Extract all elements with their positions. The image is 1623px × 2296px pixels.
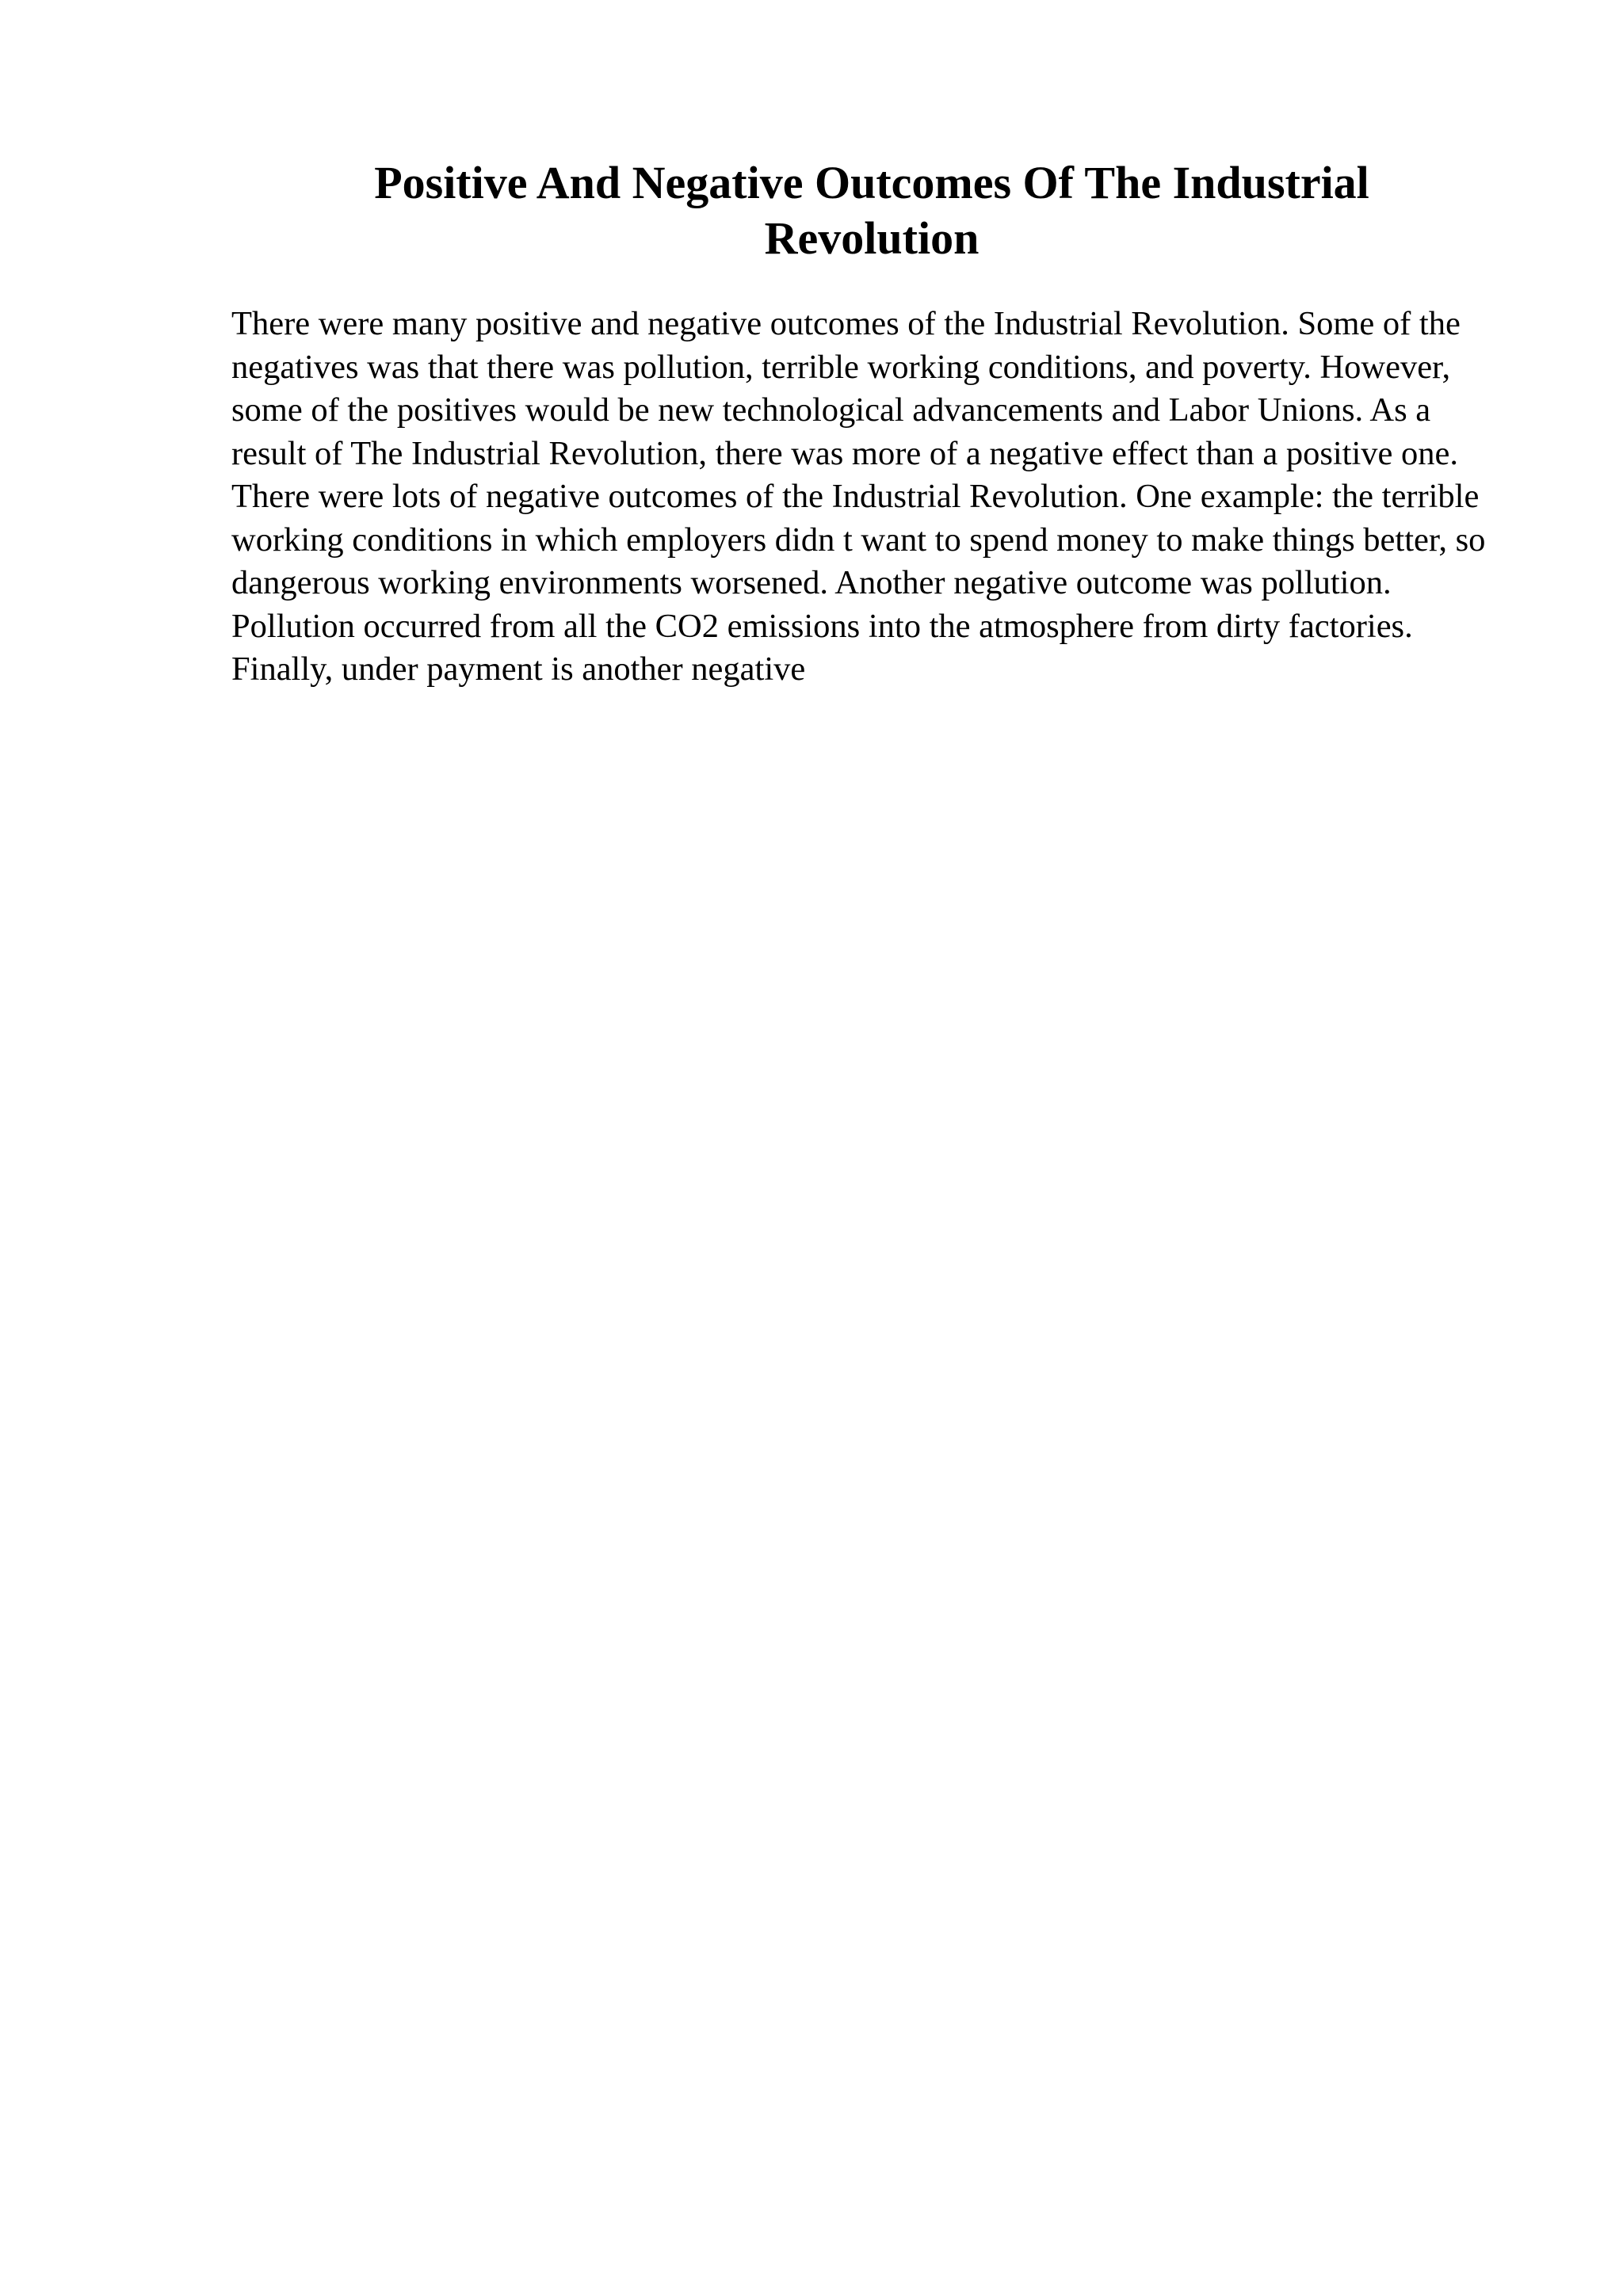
document-body [231,303,1507,692]
document-title: Positive And Negative Outcomes Of The Industrial Revolution [374,157,1369,264]
paragraph-negative-outcomes: There were lots of negative outcomes of the Industrial Revolution. One example: the terrible working conditions in which employers didn t want to spend money to make things better, so dangerous working environments worsened. Another negative outcome was pollution. Pollution occurred from all the CO2 emissions into the atmosphere from dirty factories. Finally, under payment is another negative [231,478,1486,688]
paragraph-intro: There were many positive and negative outcomes of the Industrial Revolution. Some of the negatives was that there was pollution, terrible working conditions, and poverty. However, some of the positives would be new technological advancements and Labor Unions. As a result of The Industrial Revolution, there was more of a negative effect than a positive one. [231,305,1461,472]
